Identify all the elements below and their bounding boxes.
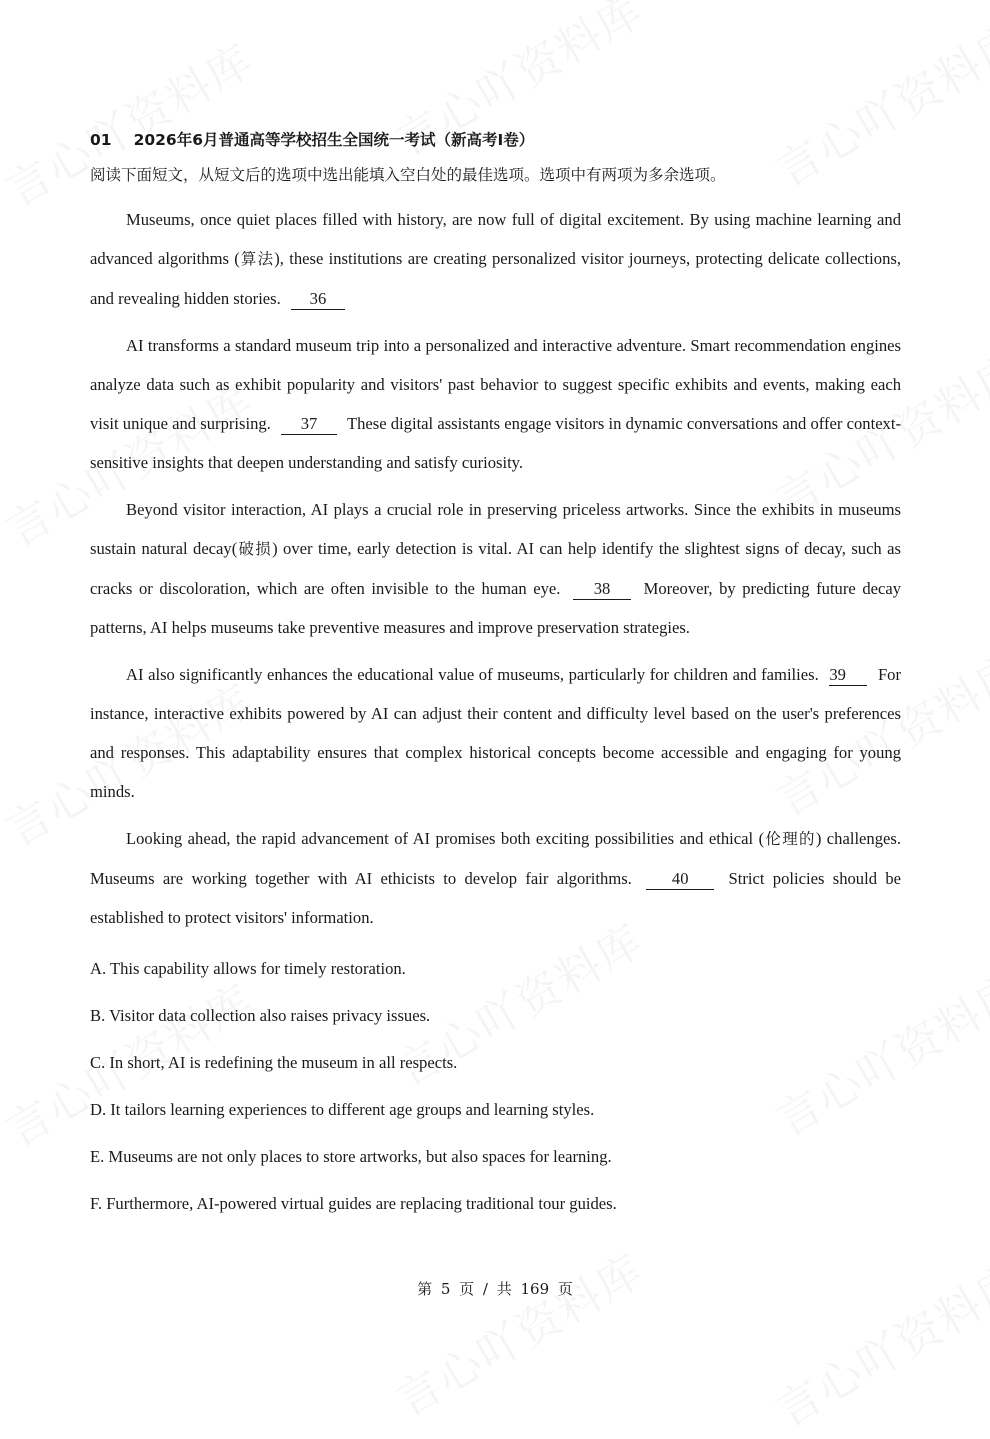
option-a: A. This capability allows for timely restoration. xyxy=(90,959,406,978)
text: Moreover, by predicting future decay patterns, AI helps museums take preventive measures and improve preservation strategies. xyxy=(90,579,902,637)
option-f: F. Furthermore, AI-powered virtual guides are replacing traditional tour guides. xyxy=(90,1194,617,1213)
text: ), these institutions are creating personalized visitor journeys, protecting delicate collections, and revealing hidden stories. xyxy=(90,249,901,308)
watermark xyxy=(762,1245,990,1438)
gloss: 破损 xyxy=(237,540,273,558)
passage-paragraph-3 xyxy=(90,490,901,647)
question-number: 01 xyxy=(90,131,112,149)
blank-36: 36 xyxy=(291,289,345,310)
passage-paragraph-4 xyxy=(90,655,901,811)
option-d: D. It tailors learning experiences to different age groups and learning styles. xyxy=(90,1100,595,1119)
text: AI transforms a standard museum trip into a personalized and interactive adventure. Smart recommendation engines analyze data such as exhibit popularity and visitors' past behavior to suggest specific exhibits and events, making each visit unique and surprising. xyxy=(90,336,901,433)
text: Beyond visitor interaction, AI plays a crucial role in preserving priceless artworks. Since the exhibits in museums sustain natural decay( xyxy=(90,500,901,558)
text: AI also significantly enhances the educational value of museums, particularly for children and families. xyxy=(126,665,819,684)
text: These digital assistants engage visitors in dynamic conversations and offer context-sensitive insights that deepen understanding and satisfy curiosity. xyxy=(90,414,901,472)
passage-paragraph-2 xyxy=(90,326,901,482)
option-e: E. Museums are not only places to store artworks, but also spaces for learning. xyxy=(90,1147,612,1166)
option-b: B. Visitor data collection also raises privacy issues. xyxy=(90,1006,431,1025)
text: ) challenges. Museums are working together with AI ethicists to develop fair algorithms. xyxy=(90,829,901,888)
gloss: 算法 xyxy=(239,250,275,268)
blank-38: 38 xyxy=(573,579,631,600)
text: For instance, interactive exhibits powered by AI can adjust their content and difficulty level based on the user's preferences and responses. This adaptability ensures that complex historical concepts become accessible and engaging for young minds. xyxy=(90,665,901,801)
document-page xyxy=(90,120,901,1227)
text: Looking ahead, the rapid advancement of AI promises both exciting possibilities and ethical ( xyxy=(126,829,765,848)
instructions: 阅读下面短文，从短文后的选项中选出能填入空白处的最佳选项。选项中有两项为多余选项。 xyxy=(90,166,726,184)
blank-39: 39 xyxy=(829,665,867,686)
question-heading xyxy=(90,120,901,160)
text: Museums, once quiet places filled with history, are now full of digital excitement. By using machine learning and advanced algorithms ( xyxy=(90,210,901,268)
exam-title: 2026年6月普通高等学校招生全国统一考试（新高考I卷） xyxy=(133,131,535,149)
blank-37: 37 xyxy=(281,414,337,435)
option-c: C. In short, AI is redefining the museum in all respects. xyxy=(90,1053,458,1072)
text: ) over time, early detection is vital. AI can help identify the slightest signs of decay, such as cracks or discoloration, which are often invisible to the human eye. xyxy=(90,539,901,598)
page-footer: 第 5 页 / 共 169 页 xyxy=(417,1280,573,1298)
text: Strict policies should be established to protect visitors' information. xyxy=(90,869,902,927)
passage-paragraph-5 xyxy=(90,819,901,937)
passage-paragraph-1 xyxy=(90,200,901,318)
gloss: 伦理的 xyxy=(764,830,816,848)
blank-40: 40 xyxy=(646,869,714,890)
answer-options xyxy=(90,945,901,1227)
